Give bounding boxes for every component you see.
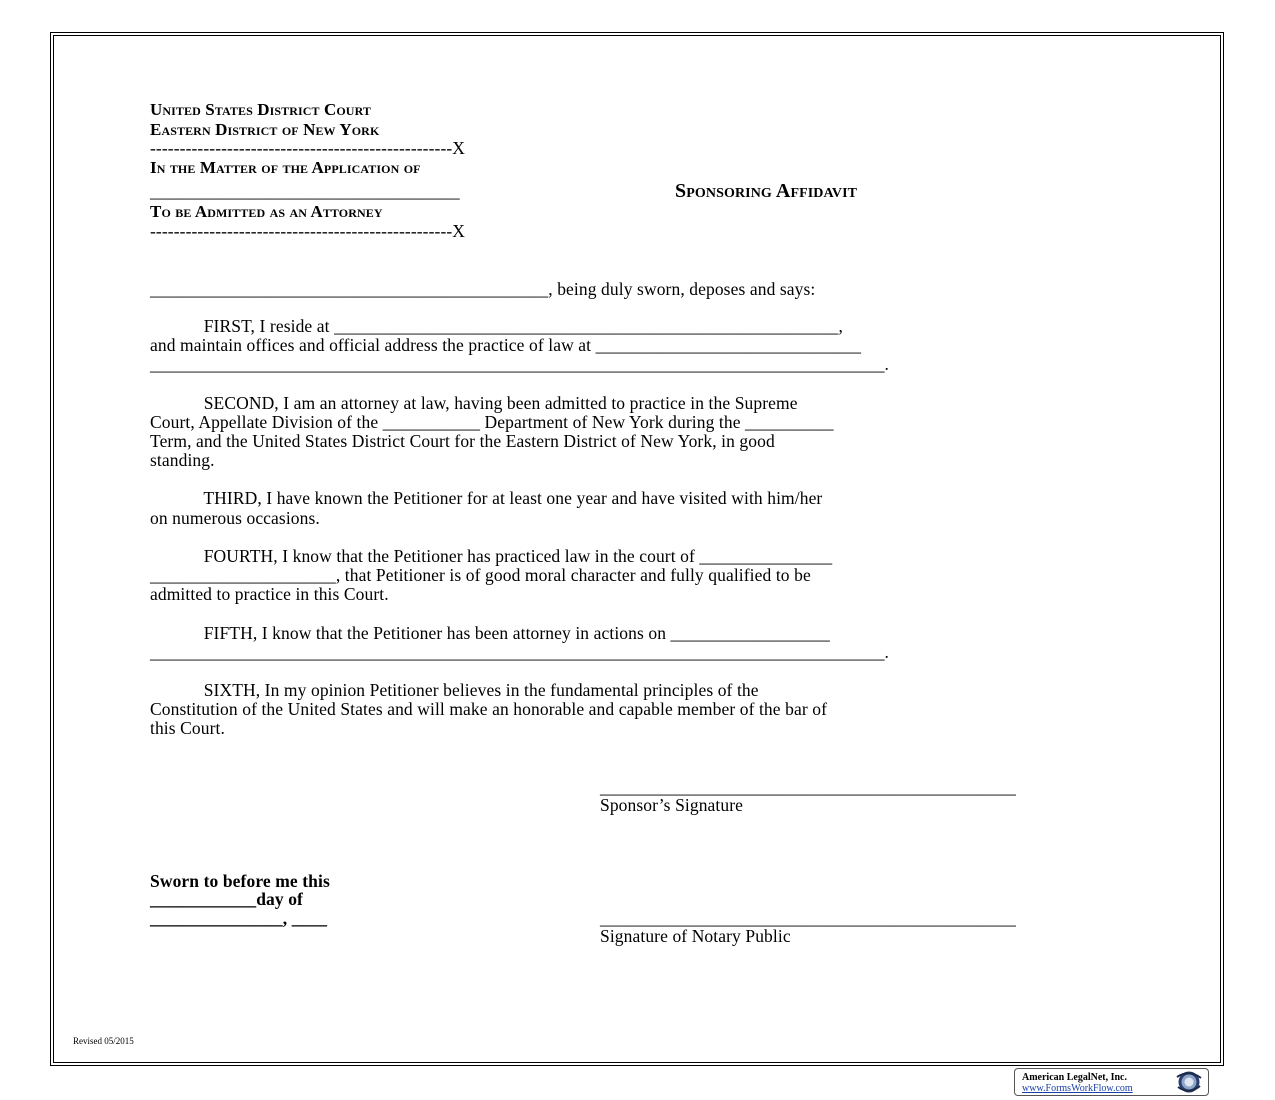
publisher-globe-icon bbox=[1171, 1070, 1205, 1094]
first-paragraph-line-2[interactable]: and maintain offices and official address the practice of law at ______________________________ bbox=[150, 335, 862, 355]
applicant-name-blank[interactable]: ___________________________________ bbox=[150, 181, 460, 201]
revision-date: Revised 05/2015 bbox=[73, 1036, 134, 1046]
fourth-paragraph-line-1[interactable]: FOURTH, I know that the Petitioner has practiced law in the court of _______________ bbox=[150, 546, 833, 566]
third-paragraph-line-2: on numerous occasions. bbox=[150, 508, 320, 528]
second-paragraph-line-2[interactable]: Court, Appellate Division of the ___________ Department of New York during the __________ bbox=[150, 412, 834, 432]
third-paragraph-line-1: THIRD, I have known the Petitioner for at least one year and have visited with him/her bbox=[150, 488, 823, 508]
fifth-paragraph-line-2[interactable]: ___________________________________________________________________________________. bbox=[150, 642, 890, 662]
sixth-paragraph-line-3: this Court. bbox=[150, 718, 225, 738]
fifth-paragraph-line-1[interactable]: FIFTH, I know that the Petitioner has been attorney in actions on __________________ bbox=[150, 623, 830, 643]
matter-heading: In the Matter of the Application of bbox=[150, 158, 421, 177]
second-paragraph-line-3: Term, and the United States District Court for the Eastern District of New York, in good bbox=[150, 431, 775, 451]
second-paragraph-line-1: SECOND, I am an attorney at law, having been admitted to practice in the Supreme bbox=[150, 393, 798, 413]
sworn-statement: Sworn to before me this bbox=[150, 871, 330, 891]
publisher-url[interactable]: www.FormsWorkFlow.com bbox=[1022, 1083, 1133, 1094]
notary-signature-line[interactable]: _______________________________________________ bbox=[600, 908, 1016, 928]
sponsor-signature-line[interactable]: _______________________________________________ bbox=[600, 777, 1016, 797]
publisher-logo-box[interactable] bbox=[1014, 1068, 1209, 1096]
sworn-day-line[interactable]: ____________day of bbox=[150, 889, 303, 909]
court-name: United States District Court bbox=[150, 100, 372, 119]
notary-signature-label: Signature of Notary Public bbox=[600, 926, 791, 946]
fourth-paragraph-line-2[interactable]: _____________________, that Petitioner is of good moral character and fully qualified to be bbox=[150, 565, 811, 585]
sixth-paragraph-line-2: Constitution of the United States and will make an honorable and capable member of the bar of bbox=[150, 699, 828, 719]
document-title: Sponsoring Affidavit bbox=[675, 180, 858, 202]
sponsor-signature-label: Sponsor’s Signature bbox=[600, 795, 744, 815]
caption-separator-top: ---------------------------------------------------X bbox=[150, 138, 466, 158]
deponent-intro[interactable]: _____________________________________________, being duly sworn, deposes and says: bbox=[150, 279, 816, 299]
first-paragraph-line-3[interactable]: ___________________________________________________________________________________. bbox=[150, 354, 890, 374]
first-paragraph-line-1[interactable]: FIRST, I reside at _________________________________________________________, bbox=[150, 316, 843, 336]
admission-heading: To be Admitted as an Attorney bbox=[150, 202, 383, 221]
caption-separator-bottom: ---------------------------------------------------X bbox=[150, 221, 466, 241]
publisher-name: American LegalNet, Inc. bbox=[1022, 1072, 1127, 1083]
second-paragraph-line-4: standing. bbox=[150, 450, 215, 470]
sworn-month-year-line[interactable]: _______________, ____ bbox=[150, 908, 328, 928]
district-name: Eastern District of New York bbox=[150, 120, 380, 139]
sixth-paragraph-line-1: SIXTH, In my opinion Petitioner believes in the fundamental principles of the bbox=[150, 680, 759, 700]
fourth-paragraph-line-3: admitted to practice in this Court. bbox=[150, 584, 389, 604]
